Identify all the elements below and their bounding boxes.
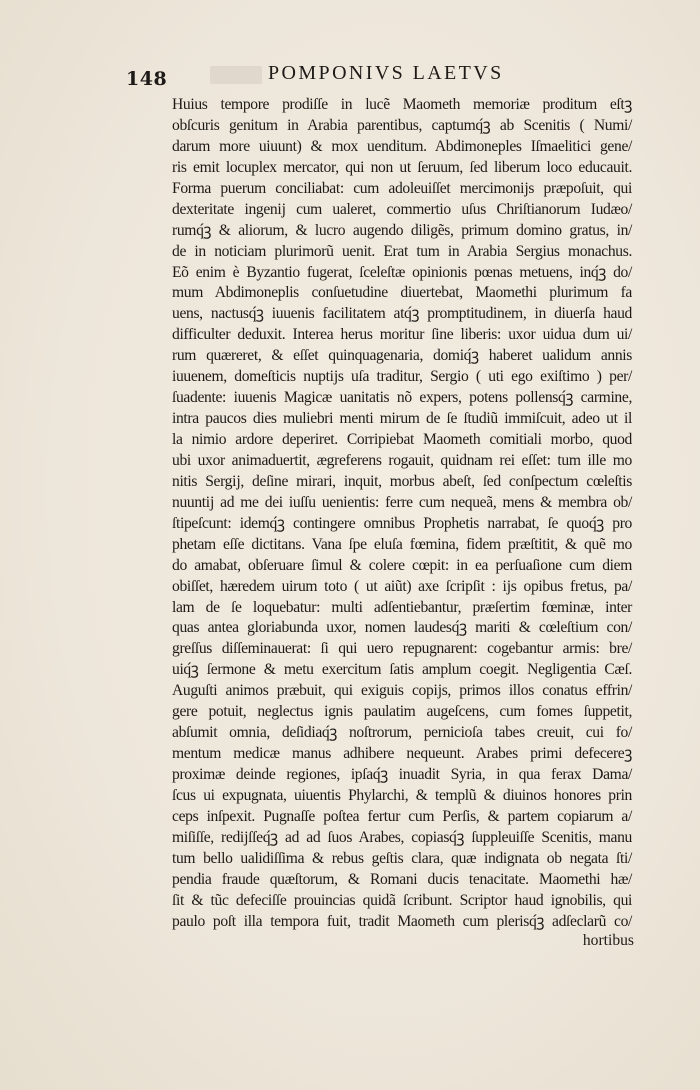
- text-line: de in noticiam plurimorũ uenit. Erat tum in Arabia Sergius monachus.: [172, 242, 632, 260]
- text-line: Huius tempore prodiſſe in lucẽ Maometh memoriæ proditum eſtꝫ: [172, 96, 632, 113]
- text-line: abſumit omnia, deſidiaq́ꝫ noſtrorum, pernicioſa tabes creuit, cui fo/: [172, 724, 632, 742]
- text-line: ubi uxor animaduertit, ægreferens rogauit, quidnam rei eſſet: tum ille mo: [172, 451, 632, 469]
- text-line: nuuntĳ ad me dei iuſſu uenientis: ferre cum nequeã, mens & membra ob/: [172, 493, 632, 511]
- text-line: intra paucos dies muliebri menti mirum de ſe ſtudiũ immiſcuit, adeo ut il: [172, 410, 632, 428]
- text-line: ris emit locuplex mercator, qui non ut ſeruum, ſed liberum loco educauit.: [172, 158, 632, 176]
- text-line: Forma puerum conciliabat: cum adoleuiſſet mercimonĳs præpoſuit, qui: [172, 179, 632, 197]
- text-line: miſiſſe, redĳſſeq́ꝫ ad ad ſuos Arabes, copiasq́ꝫ ſuppleuiſſe Scenitis, manu: [172, 828, 632, 846]
- text-line: quas antea gloriabunda uxor, nomen laudesq́ꝫ mariti & cœleſtium con/: [172, 619, 632, 637]
- text-line: phetam eſſe dictitans. Vana ſpe eluſa fœmina, fidem præſtitit, & quẽ mo: [172, 535, 632, 553]
- text-line: ceps inſpexit. Pugnaſſe poſtea fertur cum Perſis, & partem copiarum a/: [172, 807, 632, 825]
- text-line: lam de ſe loquebatur: multi adſentiebantur, præſertim fœminæ, inter: [172, 598, 632, 616]
- text-line: Eõ enim è Byzantio fugerat, ſceleſtæ opinionis pœnas metuens, inq́ꝫ do/: [172, 263, 632, 281]
- text-line: nitis Sergĳ, deſine mirari, inquit, morbus abeſt, ſed conſpectum cœleſtis: [172, 472, 632, 490]
- text-line: gere potuit, neglectus ignis paulatim augeſcens, cum fomes ſuppetit,: [172, 703, 632, 721]
- text-line: obiſſet, hæredem uirum toto ( ut aiũt) axe ſcripſit : ĳs opibus fretus, pa/: [172, 577, 632, 595]
- text-line: ſit & tũc defeciſſe prouincias quidã ſcribunt. Scriptor haud ignobilis, qui: [172, 891, 632, 909]
- text-line: mum Abdimoneplis conſuetudine diuertebat, Maomethi plurimum fa: [172, 284, 632, 302]
- text-line: ſcus ui expugnata, uiuentis Phylarchi, & templũ & diuinos honores prin: [172, 786, 632, 804]
- page-number: 148: [126, 68, 168, 90]
- text-line: rumq́ꝫ & aliorum, & lucro augendo diligẽs, primum domino gratus, in/: [172, 221, 632, 239]
- text-line: proximæ deinde regiones, ipſaq́ꝫ inuadit Syria, in qua ferax Dama/: [172, 766, 632, 783]
- text-line: darum more uiuunt) & mox uenditum. Abdimoneples Iſmaelitici gene/: [172, 137, 632, 155]
- catchword: hortibus: [582, 932, 634, 949]
- text-line: do amabat, obſeruare ſimul & colere cœpit: in ea perſuaſione cum diem: [172, 556, 632, 574]
- text-line: mentum medicæ manus adhibere nequeunt. Arabes primi defecereꝫ: [172, 745, 632, 763]
- text-line: uiq́ꝫ ſermone & metu exercitum ſatis amplum coegit. Negligentia Cæſ.: [172, 661, 632, 679]
- text-line: paulo poſt illa tempora fuit, tradit Maometh cum plerisq́ꝫ adſeclarũ co/: [172, 912, 632, 930]
- text-line: difficulter deduxit. Interea herus moritur ſine liberis: uxor uidua dum ui/: [172, 326, 632, 344]
- text-line: iuuenem, domeſticis nuptĳs uſa traditur, Sergio ( uti ego exiſtimo ) per/: [172, 368, 632, 386]
- text-line: Auguſti animos præbuit, qui exiguis copĳs, primos illos conatus effrin/: [172, 682, 632, 700]
- text-line: uens, nactusq́ꝫ iuuenis facilitatem atq́ꝫ promptitudinem, in diuerſa haud: [172, 305, 632, 323]
- text-line: ſtipeſcunt: idemq́ꝫ contingere omnibus Prophetis narrabat, ſe quoq́ꝫ pro: [172, 514, 632, 532]
- text-line: la nimio ardore deperiret. Corripiebat Maometh comitiali morbo, quod: [172, 431, 632, 448]
- body-text: [172, 95, 632, 933]
- text-line: tum bello ualidiſſima & rebus geſtis clara, quæ indignata ob negata ſti/: [172, 849, 632, 867]
- show-through-mark: [210, 66, 262, 84]
- text-line: pendia fraude quæſtorum, & Romani ducis tenacitate. Maomethi hæ/: [172, 870, 632, 888]
- text-line: rum quæreret, & eſſet quinquagenaria, domiq́ꝫ haberet ualidum annis: [172, 347, 632, 365]
- text-line: obſcuris genitum in Arabia parentibus, captumq́ꝫ ab Scenitis ( Numi/: [172, 116, 632, 134]
- text-line: greſſus diſſeminauerat: ſi qui uero repugnarent: cogebantur armis: bre/: [172, 640, 632, 658]
- text-line: ſuadente: iuuenis Magicæ uanitatis nõ expers, potens pollensq́ꝫ carmine,: [172, 389, 632, 407]
- text-line: dexteritate ingenĳ cum ualeret, commertio uſus Chriſtianorum Iudæo/: [172, 200, 632, 218]
- running-head: POMPONIVS LAETVS: [268, 62, 504, 84]
